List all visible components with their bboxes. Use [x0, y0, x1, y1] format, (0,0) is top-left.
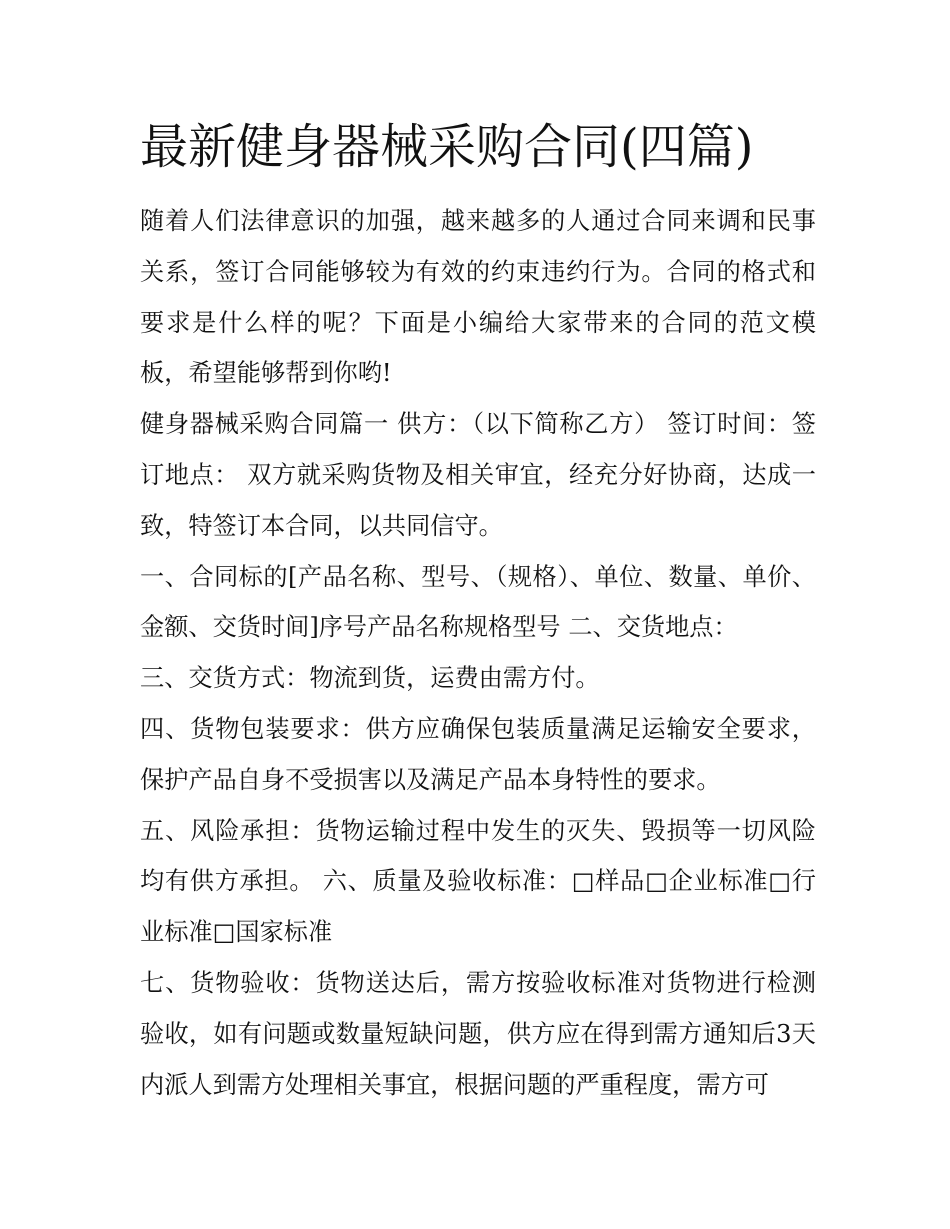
paragraph-clause-5: 五、风险承担：货物运输过程中发生的灭失、毁损等一切风险均有供方承担。 六、质量及验收标准：□样品□企业标准□行业标准□国家标准 [140, 816, 816, 947]
paragraph-clause-7: 七、货物验收：货物送达后，需方按验收标准对货物进行检测验收，如有问题或数量短缺问题，供方应在得到需方通知后3天内派人到需方处理相关事宜，根据问题的严重程度，需方可 [140, 968, 816, 1099]
paragraph-intro: 随着人们法律意识的加强，越来越多的人通过合同来调和民事关系，签订合同能够较为有效的约束违约行为。合同的格式和要求是什么样的呢？下面是小编给大家带来的合同的范文模板，希望能够帮到你哟! [140, 207, 816, 388]
document-body [140, 196, 816, 1110]
paragraph-clause-3: 三、交货方式：物流到货，运费由需方付。 [140, 664, 600, 693]
paragraph-clause-4: 四、货物包装要求：供方应确保包装质量满足运输安全要求，保护产品自身不受损害以及满足产品本身特性的要求。 [140, 714, 816, 794]
document-title: 最新健身器械采购合同(四篇) [140, 119, 754, 175]
paragraph-clause-1: 一、合同标的[产品名称、型号、（规格）、单位、数量、单价、金额、交货时间]序号产品名称规格型号 二、交货地点： [140, 562, 816, 642]
paragraph-contract-header: 健身器械采购合同篇一 供方：（以下简称乙方） 签订时间：签订地点： 双方就采购货物及相关审宜，经充分好协商，达成一致，特签订本合同，以共同信守。 [140, 410, 816, 540]
